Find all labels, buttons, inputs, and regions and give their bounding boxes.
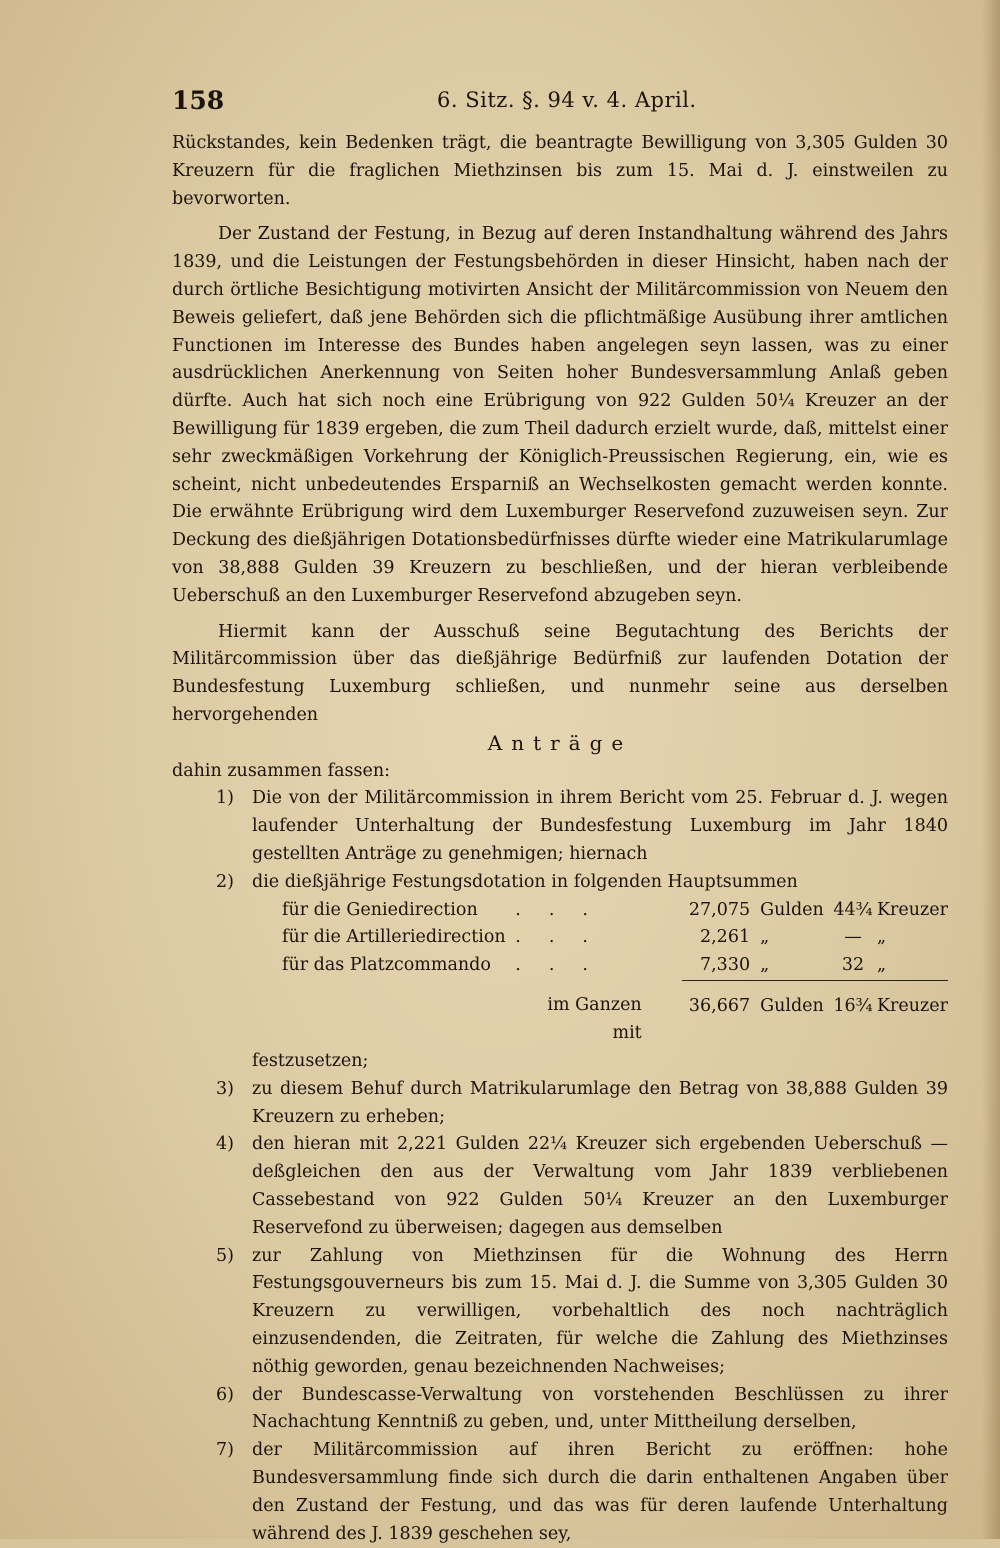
motion-item-6: [172, 1382, 948, 1438]
motion-number: 6): [216, 1384, 234, 1405]
motion-item-5: [172, 1243, 948, 1382]
total-label: im Ganzen mit: [547, 995, 642, 1044]
unit-gulden: „: [760, 955, 770, 976]
motions-intro: dahin zusammen fassen:: [172, 760, 391, 781]
unit-kreuzer: „: [876, 955, 887, 976]
total-amount-gulden: 36,667: [682, 980, 760, 1048]
motion-number: 3): [216, 1078, 234, 1099]
motions-heading: Anträge: [487, 730, 633, 755]
motion-text: zu diesem Behuf durch Matrikularumlage den Betrag von 38,888 Gulden 39 Kreuzern zu erheben;: [252, 1078, 948, 1127]
motion-text: den hieran mit 2,221 Gulden 22¼ Kreuzer sich ergebenden Ueberschuß — deßgleichen den aus der Verwaltung vom Jahr 1839 verbliebenen Cassebestand von 922 Gulden 50¼ Kreuzer an den Luxemburger Reservefond zu überweisen; dagegen aus demselben: [252, 1134, 948, 1238]
motion-text: zur Zahlung von Miethzinsen für die Wohnung des Herrn Festungsgouverneurs bis zum 15. Mai d. J. die Summe von 3,305 Gulden 30 Kreuzern zu verwilligen, vorbehaltlich des noch nachträglich einzusendenden, die Zeitraten, für welche die Zahlung des Miethzinses nöthig geworden, genau bezeichnenden Nachweises;: [252, 1245, 948, 1377]
motion-number: 5): [216, 1245, 234, 1266]
page-number: 158: [172, 86, 225, 115]
page-header: [172, 86, 952, 118]
motion-item-7: [172, 1437, 948, 1548]
row-label: für das Platzcommando: [282, 955, 491, 976]
paragraph-fortress-condition: Der Zustand der Festung, in Bezug auf deren Instandhaltung während des Jahrs 1839, und die Leistungen der Festungsbehörden in dieser Hinsicht, haben nach der durch örtliche Besichtigung motivirten Ansicht der Militärcommission von Neuem den Beweis geliefert, daß jene Behörden sich die pflichtmäßige Ausübung ihrer amtlichen Functionen im Interesse des Bundes haben angelegen seyn lassen, was zu einer ausdrücklichen Anerkennung von Seiten hoher Bundesversammlung Anlaß geben dürfte. Auch hat sich noch eine Erübrigung von 922 Gulden 50¼ Kreuzer an der Bewilligung für 1839 ergeben, die zum Theil dadurch erzielt wurde, daß, mittelst einer sehr zweckmäßigen Vorkehrung der Königlich-Preussischen Regierung, ein, wie es scheint, nicht unbedeutendes Ersparniß an Wechselkosten gemacht werden konnte. Die erwähnte Erübrigung wird dem Luxemburger Reservefond zuzuweisen seyn. Zur Deckung des dießjährigen Dotationsbedürfnisses dürfte wieder eine Matrikularumlage von 38,888 Gulden 39 Kreuzern zu beschließen, und der hieran verbleibende Ueberschuß an den Luxemburger Reservefond abzugeben seyn.: [172, 224, 948, 606]
amount-kreuzer: —: [844, 927, 862, 948]
page-body: [172, 130, 948, 1548]
total-unit-kreuzer: Kreuzer: [877, 980, 948, 1048]
leader-dots: ...: [515, 927, 616, 948]
row-label: für die Geniedirection: [282, 899, 478, 920]
amount-gulden: 7,330: [699, 955, 751, 976]
dotation-sum-table: [282, 897, 948, 1048]
motion-number: 7): [216, 1440, 234, 1461]
page-edge-shadow: [982, 0, 1000, 1539]
unit-kreuzer: „: [876, 927, 887, 948]
motion-2-continuation: festzusetzen;: [252, 1051, 369, 1071]
table-total-row: [282, 980, 948, 1048]
unit-kreuzer: Kreuzer: [876, 899, 948, 920]
motion-number: 2): [216, 871, 234, 892]
unit-gulden: Gulden: [760, 899, 824, 920]
total-amount-kreuzer: 16¾: [829, 980, 877, 1048]
leader-dots: ...: [515, 955, 616, 976]
table-row: [282, 897, 948, 925]
motion-number: 4): [216, 1134, 234, 1155]
motion-item-3: [172, 1076, 948, 1132]
motion-text: der Militärcommission auf ihren Bericht zu eröffnen: hohe Bundesversammlung finde sich durch die darin enthaltenen Angaben über den Zustand der Festung, und das was für deren laufende Unterhaltung während des J. 1839 geschehen sey,: [252, 1440, 948, 1544]
motion-number: 1): [216, 788, 234, 809]
table-row: [282, 952, 948, 980]
amount-gulden: 27,075: [688, 899, 751, 920]
leader-dots: ...: [515, 899, 616, 920]
motion-item-2: [172, 869, 948, 897]
motion-text: die dießjährige Festungsdotation in folgenden Hauptsummen: [252, 871, 798, 892]
motion-item-1: [172, 785, 948, 868]
running-head: 6. Sitz. §. 94 v. 4. April.: [437, 88, 697, 112]
amount-gulden: 2,261: [699, 927, 751, 948]
paragraph-committee-conclusion: Hiermit kann der Ausschuß seine Begutachtung des Berichts der Militärcommission über das dießjährige Bedürfniß zur laufenden Dotation der Bundesfestung Luxemburg schließen, und nunmehr seine aus derselben hervorgehenden: [172, 621, 948, 725]
motion-item-4: [172, 1131, 948, 1242]
motion-text: Die von der Militärcommission in ihrem Bericht vom 25. Februar d. J. wegen laufender Unterhaltung der Bundesfestung Luxemburg im Jahr 1840 gestellten Anträge zu genehmigen; hiernach: [252, 788, 948, 864]
motion-text: der Bundescasse-Verwaltung von vorstehenden Beschlüssen zu ihrer Nachachtung Kenntniß zu geben, und, unter Mittheilung derselben,: [252, 1384, 948, 1433]
unit-gulden: „: [760, 927, 770, 948]
paragraph-continuation: Rückstandes, kein Bedenken trägt, die beantragte Bewilligung von 3,305 Gulden 30 Kreuzern für die fraglichen Miethzinsen bis zum 15. Mai d. J. einstweilen zu bevorworten.: [172, 133, 948, 209]
amount-kreuzer: 44¾: [833, 899, 873, 920]
row-label: für die Artilleriedirection: [282, 927, 506, 948]
table-row: [282, 924, 948, 952]
total-unit-gulden: Gulden: [760, 980, 829, 1048]
amount-kreuzer: 32: [841, 955, 865, 976]
